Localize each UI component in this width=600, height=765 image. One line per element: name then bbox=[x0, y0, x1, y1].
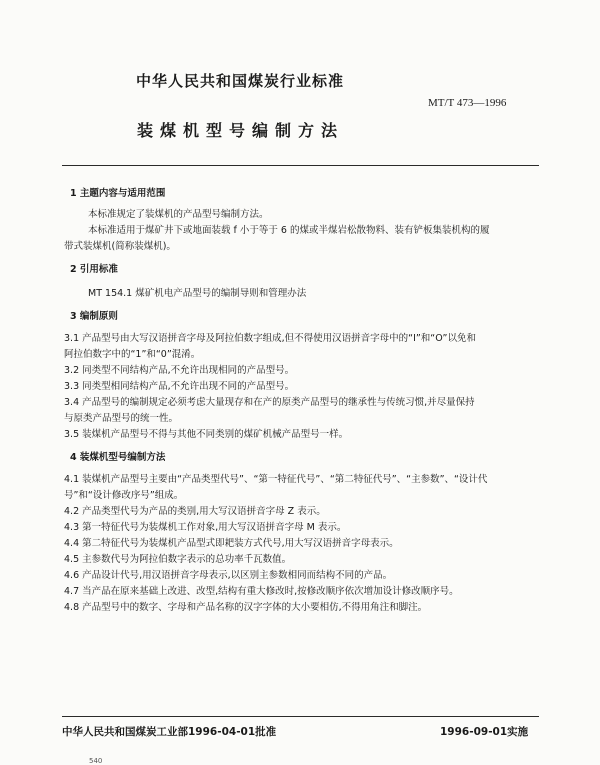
clause-4-1-line-2: 号”和“设计修改序号”组成。 bbox=[64, 490, 184, 501]
clause-4-1-line-1: 4.1 装煤机产品型号主要由“产品类型代号”、“第一特征代号”、“第二特征代号”、“主参数”、“设计代 bbox=[64, 474, 488, 485]
clause-3-4-line-2: 与原类产品型号的统一性。 bbox=[64, 413, 179, 424]
clause-4-5: 4.5 主参数代号为阿拉伯数字表示的总功率千瓦数值。 bbox=[64, 554, 292, 565]
clause-4-2: 4.2 产品类型代号为产品的类别,用大写汉语拼音字母 Z 表示。 bbox=[64, 506, 326, 517]
section-2-heading: 2 引用标准 bbox=[70, 264, 118, 275]
issuing-organization: 中华人民共和国煤炭行业标准 bbox=[136, 72, 345, 90]
clause-4-8: 4.8 产品型号中的数字、字母和产品名称的汉字字体的大小要相仿,不得用角注和脚注。 bbox=[64, 602, 428, 613]
implementation-date: 1996-09-01实施 bbox=[440, 726, 529, 738]
clause-4-7: 4.7 当产品在原来基础上改进、改型,结构有重大修改时,按修改顺序依次增加设计修改顺序号。 bbox=[64, 586, 459, 597]
clause-3-2: 3.2 同类型不同结构产品,不允许出现相同的产品型号。 bbox=[64, 365, 295, 376]
clause-3-3: 3.3 同类型相同结构产品,不允许出现不同的产品型号。 bbox=[64, 381, 295, 392]
clause-4-4: 4.4 第二特征代号为装煤机产品型式即耙装方式代号,用大写汉语拼音字母表示。 bbox=[64, 538, 399, 549]
clause-3-1-line-2: 阿拉伯数字中的“1”和“0”混淆。 bbox=[64, 349, 201, 360]
section-3-heading: 3 编制原则 bbox=[70, 311, 118, 322]
section-1-paragraph-2-line-1: 本标准适用于煤矿井下或地面装载 f 小于等于 6 的煤或半煤岩松散物料、装有铲板集装机构的履 bbox=[88, 225, 490, 236]
clause-3-5: 3.5 装煤机产品型号不得与其他不同类别的煤矿机械产品型号一样。 bbox=[64, 429, 349, 440]
approval-statement: 中华人民共和国煤炭工业部1996-04-01批准 bbox=[62, 726, 277, 738]
clause-3-1-line-1: 3.1 产品型号由大写汉语拼音字母及阿拉伯数字组成,但不得使用汉语拼音字母中的“I”和“O”以免和 bbox=[64, 333, 476, 344]
clause-3-4-line-1: 3.4 产品型号的编制规定必须考虑大量现存和在产的原类产品型号的继承性与传统习惯,并尽量保持 bbox=[64, 397, 475, 408]
reference-standard: MT 154.1 煤矿机电产品型号的编制导则和管理办法 bbox=[88, 288, 307, 299]
document-title: 装煤机型号编制方法 bbox=[137, 121, 345, 140]
section-1-paragraph-1: 本标准规定了装煤机的产品型号编制方法。 bbox=[88, 209, 269, 220]
section-4-heading: 4 装煤机型号编制方法 bbox=[70, 452, 166, 463]
standard-code: MT/T 473—1996 bbox=[428, 97, 507, 109]
bottom-divider bbox=[62, 716, 539, 717]
top-divider bbox=[62, 165, 539, 166]
page-number: 540 bbox=[89, 757, 103, 765]
clause-4-3: 4.3 第一特征代号为装煤机工作对象,用大写汉语拼音字母 M 表示。 bbox=[64, 522, 347, 533]
section-1-paragraph-2-line-2: 带式装煤机(简称装煤机)。 bbox=[64, 241, 176, 252]
clause-4-6: 4.6 产品设计代号,用汉语拼音字母表示,以区别主参数相同而结构不同的产品。 bbox=[64, 570, 393, 581]
section-1-heading: 1 主题内容与适用范围 bbox=[70, 188, 166, 199]
